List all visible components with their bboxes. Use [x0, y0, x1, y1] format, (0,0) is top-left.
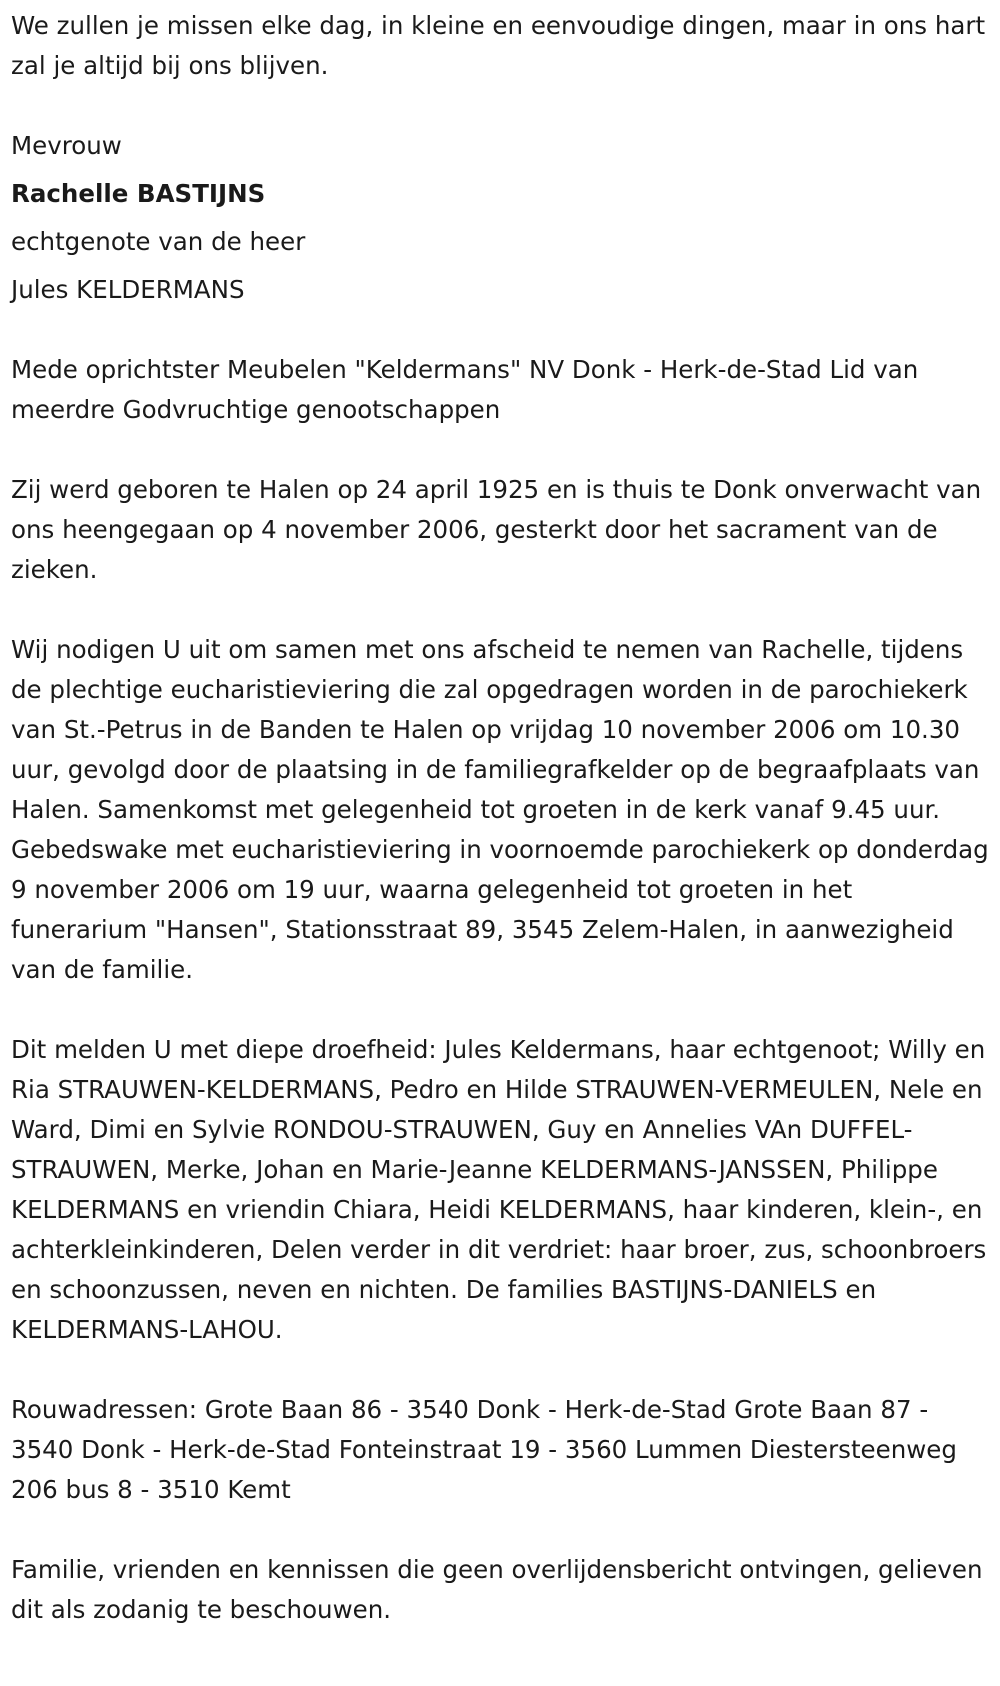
closing-text: Familie, vrienden en kennissen die geen overlijdensbericht ontvingen, gelieven dit als zodanig te beschouwen. — [11, 1555, 983, 1624]
intro-text: We zullen je missen elke dag, in kleine en eenvoudige dingen, maar in ons hart zal je altijd bij ons blijven. — [11, 11, 986, 80]
relation-text: echtgenote van de heer — [11, 227, 306, 256]
family-section — [11, 1030, 990, 1350]
ceremony-text: Wij nodigen U uit om samen met ons afscheid te nemen van Rachelle, tijdens de plechtige eucharistieviering die zal opgedragen worden in de parochiekerk van St.-Petrus in de Banden te Halen op vrijdag 10 november 2006 om 10.30 uur, gevolgd door de plaatsing in de familiegrafkelder op de begraafplaats van Halen. Samenkomst met gelegenheid tot groeten in de kerk vanaf 9.45 uur. Gebedswake met eucharistieviering in voornoemde parochiekerk op donderdag 9 november 2006 om 19 uur, waarna gelegenheid tot groeten in het funerarium "Hansen", Stationsstraat 89, 3545 Zelem-Halen, in aanwezigheid van de familie. — [11, 635, 989, 984]
deceased-section — [11, 126, 990, 310]
addresses-text: Rouwadressen: Grote Baan 86 - 3540 Donk - Herk-de-Stad Grote Baan 87 - 3540 Donk - Herk-de-Stad Fonteinstraat 19 - 3560 Lummen Diestersteenweg 206 bus 8 - 3510 Kemt — [11, 1395, 957, 1504]
birth-death-text: Zij werd geboren te Halen op 24 april 1925 en is thuis te Donk onverwacht van ons heengegaan op 4 november 2006, gesterkt door het sacrament van de zieken. — [11, 475, 982, 584]
family-text: Dit melden U met diepe droefheid: Jules Keldermans, haar echtgenoot; Willy en Ria STRAUWEN-KELDERMANS, Pedro en Hilde STRAUWEN-VERMEULEN, Nele en Ward, Dimi en Sylvie RONDOU-STRAUWEN, Guy en Annelies VAn DUFFEL-STRAUWEN, Merke, Johan en Marie-Jeanne KELDERMANS-JANSSEN, Philippe KELDERMANS en vriendin Chiara, Heidi KELDERMANS, haar kinderen, klein-, en achterkleinkinderen, Delen verder in dit verdriet: haar broer, zus, schoonbroers en schoonzussen, neven en nichten. De families BASTIJNS-DANIELS en KELDERMANS-LAHOU. — [11, 1035, 987, 1344]
closing-section — [11, 1550, 990, 1630]
birth-death-section — [11, 470, 990, 590]
ceremony-section — [11, 630, 990, 990]
salutation: Mevrouw — [11, 131, 122, 160]
roles-text: Mede oprichtster Meubelen "Keldermans" NV Donk - Herk-de-Stad Lid van meerdre Godvruchtige genootschappen — [11, 355, 919, 424]
addresses-section — [11, 1390, 990, 1510]
intro-section — [11, 6, 990, 86]
spouse-name: Jules KELDERMANS — [11, 275, 245, 304]
roles-section — [11, 350, 990, 430]
deceased-name: Rachelle BASTIJNS — [11, 179, 266, 208]
